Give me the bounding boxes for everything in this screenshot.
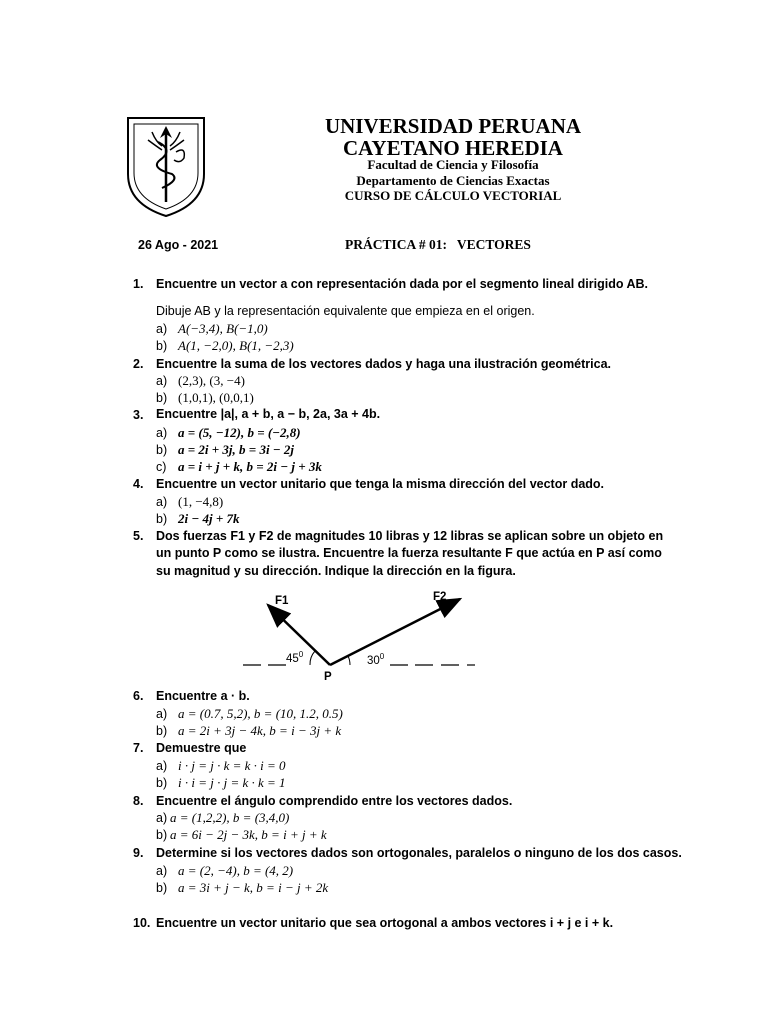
- problem-number: 10.: [133, 916, 151, 930]
- item-text: 2i − 4j + 7k: [178, 511, 240, 526]
- f2-arrow: [330, 599, 460, 665]
- item-label: c): [156, 460, 167, 474]
- item-label: b): [156, 512, 168, 526]
- university-name-line1: UNIVERSIDAD PERUANA: [324, 114, 582, 138]
- problem-text: Encuentre un vector a con representación dada por el segmento lineal dirigido AB.: [156, 277, 649, 291]
- problem-text: Demuestre que: [156, 741, 247, 755]
- item-text: a = (2, −4), b = (4, 2): [178, 863, 294, 878]
- item-label: b): [156, 443, 168, 457]
- item-label: b): [156, 881, 168, 895]
- problem-number: 8.: [133, 794, 144, 808]
- item-text: (1,0,1), (0,0,1): [178, 390, 254, 405]
- item-text: a = (0.7, 5,2), b = (10, 1.2, 0.5): [178, 706, 343, 721]
- item-label: b): [156, 339, 168, 353]
- problem-text: Determine si los vectores dados son ortogonales, paralelos o ninguno de los dos casos.: [156, 846, 682, 860]
- problem-number: 6.: [133, 689, 144, 703]
- item-text: i · i = j · j = k · k = 1: [178, 775, 286, 790]
- item-text: a = 3i + j − k, b = i − j + 2k: [178, 880, 329, 895]
- item-label: b): [156, 828, 168, 842]
- problem-text: Encuentre un vector unitario que tenga la misma dirección del vector dado.: [156, 477, 605, 491]
- item-label: a): [156, 759, 168, 773]
- item-label: a): [156, 707, 168, 721]
- item-text: a = (5, −12), b = (−2,8): [178, 425, 301, 440]
- faculty-name: Facultad de Ciencia y Filosofía: [367, 157, 539, 172]
- item-text: A(−3,4), B(−1,0): [178, 321, 268, 336]
- item-text: a = 2i + 3j, b = 3i − 2j: [178, 442, 295, 457]
- university-name-line2: CAYETANO HEREDIA: [343, 136, 563, 160]
- force-diagram: [235, 585, 485, 685]
- item-label: a): [156, 374, 168, 388]
- f2-label: F2: [433, 591, 447, 603]
- item-label: b): [156, 776, 168, 790]
- problem-number: 1.: [133, 277, 144, 291]
- problem-text: Encuentre |a|, a + b, a − b, 2a, 3a + 4b.: [156, 407, 381, 421]
- item-label: a): [156, 864, 168, 878]
- point-p-label: P: [324, 671, 332, 683]
- practice-date: 26 Ago - 2021: [138, 238, 219, 252]
- problem-text-continued: Dibuje AB y la representación equivalente que empieza en el origen.: [156, 304, 535, 318]
- problem-number: 2.: [133, 357, 144, 371]
- problem-number: 7.: [133, 741, 144, 755]
- item-text: a = i + j + k, b = 2i − j + 3k: [178, 459, 322, 474]
- university-logo: [122, 112, 210, 218]
- item-text: (1, −4,8): [178, 494, 224, 509]
- item-text: i · j = j · k = k · i = 0: [178, 758, 286, 773]
- item-label: b): [156, 391, 168, 405]
- problem-number: 5.: [133, 529, 144, 543]
- problem-text: Encuentre el ángulo comprendido entre los vectores dados.: [156, 794, 513, 808]
- angle-30-label: $30^0$: [367, 652, 385, 667]
- angle-45-label: $45^0$: [286, 650, 304, 665]
- department-name: Departamento de Ciencias Exactas: [356, 173, 550, 188]
- item-label: b): [156, 724, 168, 738]
- f1-label: F1: [275, 595, 289, 607]
- item-label: a): [156, 322, 168, 336]
- practice-title: PRÁCTICA # 01: VECTORES: [345, 237, 531, 252]
- problem-number: 3.: [133, 408, 144, 422]
- item-text: A(1, −2,0), B(1, −2,3): [178, 338, 294, 353]
- problem-text: Encuentre un vector unitario que sea ortogonal a ambos vectores i + j e i + k.: [156, 916, 614, 930]
- problem-number: 9.: [133, 846, 144, 860]
- course-name: CURSO DE CÁLCULO VECTORIAL: [344, 188, 562, 203]
- problem-text: Dos fuerzas F1 y F2 de magnitudes 10 libras y 12 libras se aplican sobre un objeto en: [156, 529, 664, 543]
- problem-number: 4.: [133, 477, 144, 491]
- item-label: a): [156, 495, 168, 509]
- item-label: a): [156, 426, 168, 440]
- problem-text-continued: un punto P como se ilustra. Encuentre la fuerza resultante F que actúa en P así como: [156, 546, 662, 560]
- item-text: (2,3), (3, −4): [178, 373, 245, 388]
- item-text: a = (1,2,2), b = (3,4,0): [170, 810, 290, 825]
- problem-text: Encuentre a · b.: [156, 689, 250, 703]
- item-text: a = 2i + 3j − 4k, b = i − 3j + k: [178, 723, 342, 738]
- item-label: a): [156, 811, 168, 825]
- item-text: a = 6i − 2j − 3k, b = i + j + k: [170, 827, 327, 842]
- problem-text-continued: su magnitud y su dirección. Indique la dirección en la figura.: [156, 564, 516, 578]
- problem-text: Encuentre la suma de los vectores dados y haga una ilustración geométrica.: [156, 357, 612, 371]
